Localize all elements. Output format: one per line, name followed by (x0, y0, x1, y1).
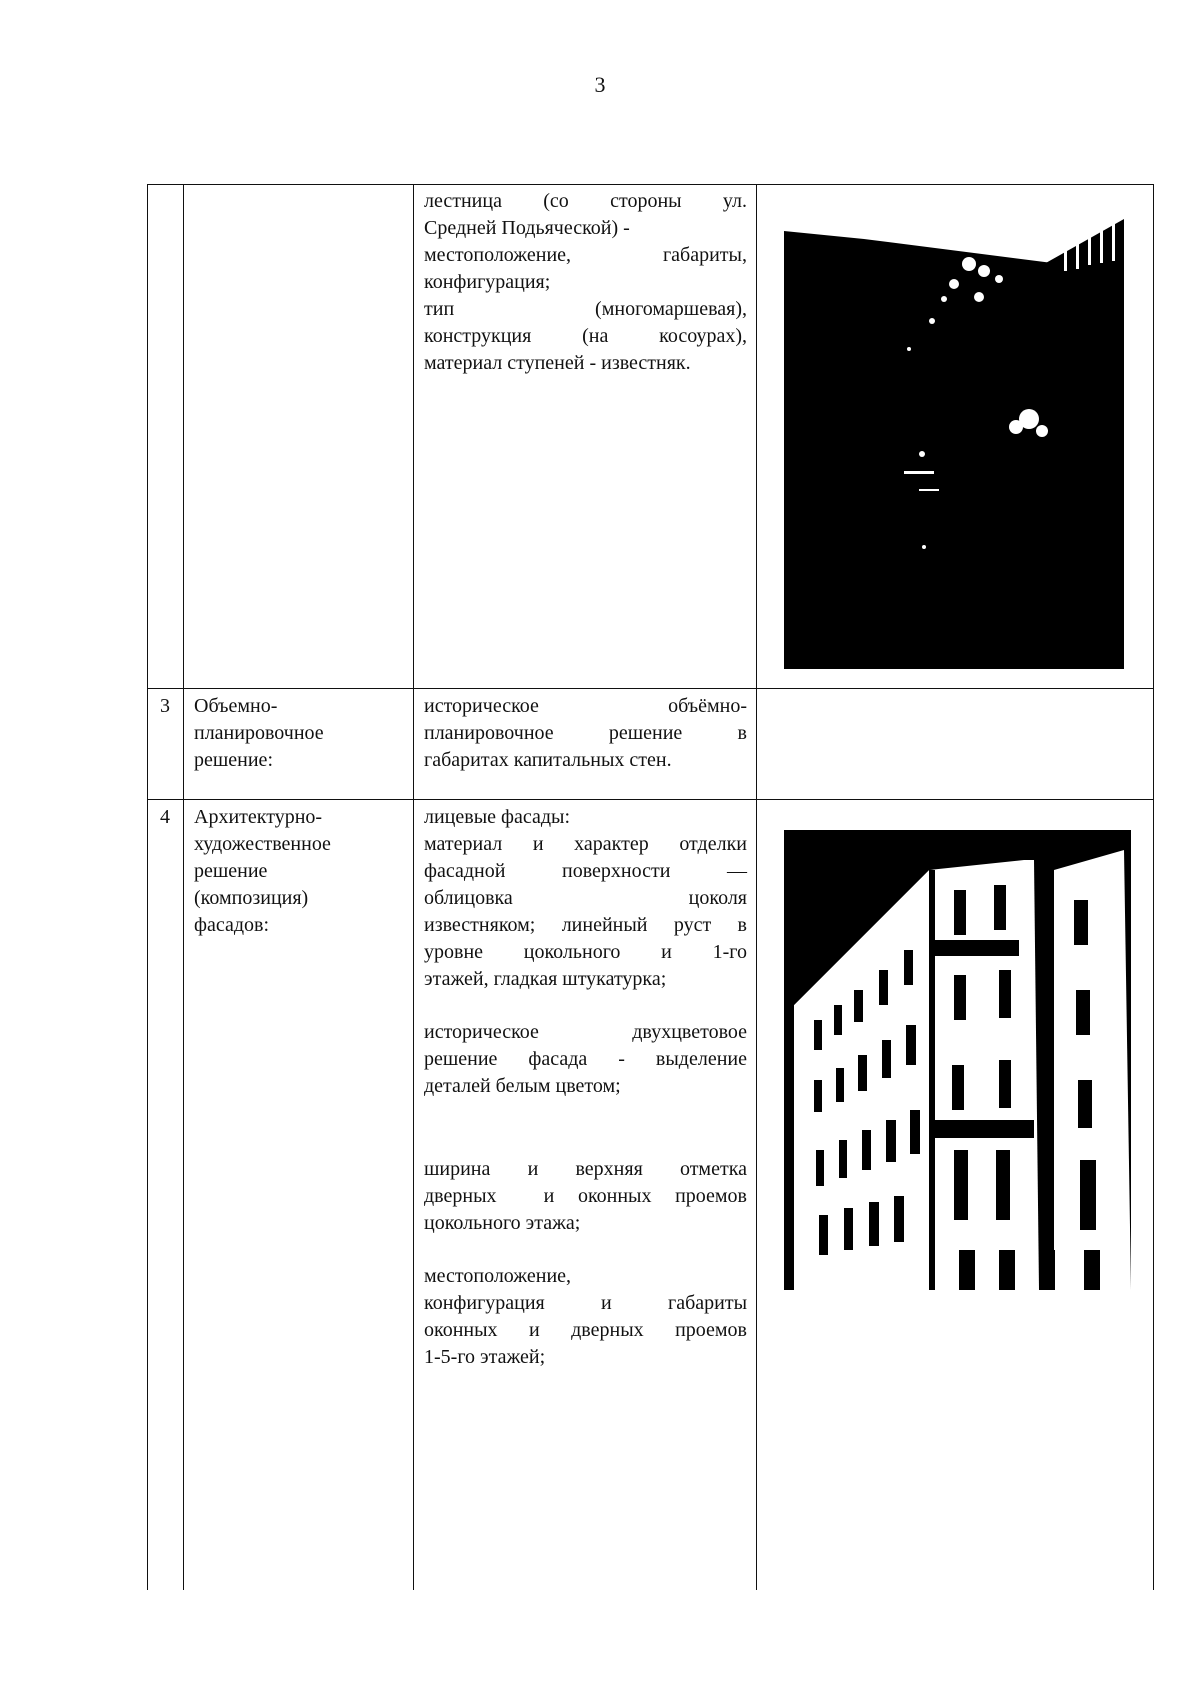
row-4-description (424, 804, 747, 1371)
attributes-table (147, 184, 1154, 1590)
openings-location-paragraph: местоположение, конфигурация и габариты оконных и дверных проемов 1-5-го этажей; (424, 1265, 747, 1368)
table-border-left (147, 184, 148, 1590)
facade-material-paragraph: лицевые фасады: материал и характер отделки фасадной поверхности — облицовка цоколя известняком; линейный руст в уровне цокольного и 1-го этажей, гладкая штукатурка; (424, 806, 747, 990)
row-4-number: 4 (160, 806, 170, 828)
column-divider (756, 184, 757, 1590)
facade-photo (784, 830, 1131, 1290)
staircase-photo (784, 209, 1124, 669)
row-3-number: 3 (160, 695, 170, 717)
row-3-title: Объемно- планировочное решение: (194, 695, 324, 771)
row-4-title: Архитектурно- художественное решение (композиция) фасадов: (194, 806, 331, 936)
openings-width-paragraph: ширина и верхняя отметка дверных и оконных проемов цокольного этажа; (424, 1158, 747, 1234)
column-divider (183, 184, 184, 1590)
row-1-description: лестница (со стороны ул. Средней Подьяческой) - местоположение, габариты, конфигурация; тип (многомаршевая), конструкция (на косоурах), материал ступеней - известняк. (424, 190, 747, 374)
table-border-top (147, 184, 1154, 185)
row-divider (147, 799, 1154, 800)
page-number: 3 (594, 72, 606, 97)
row-divider (147, 688, 1154, 689)
column-divider (413, 184, 414, 1590)
table-border-right (1153, 184, 1154, 1590)
two-color-paragraph: историческое двухцветовое решение фасада - выделение деталей белым цветом; (424, 1021, 747, 1097)
row-3-description: историческое объёмно- планировочное решение в габаритах капитальных стен. (424, 695, 747, 771)
